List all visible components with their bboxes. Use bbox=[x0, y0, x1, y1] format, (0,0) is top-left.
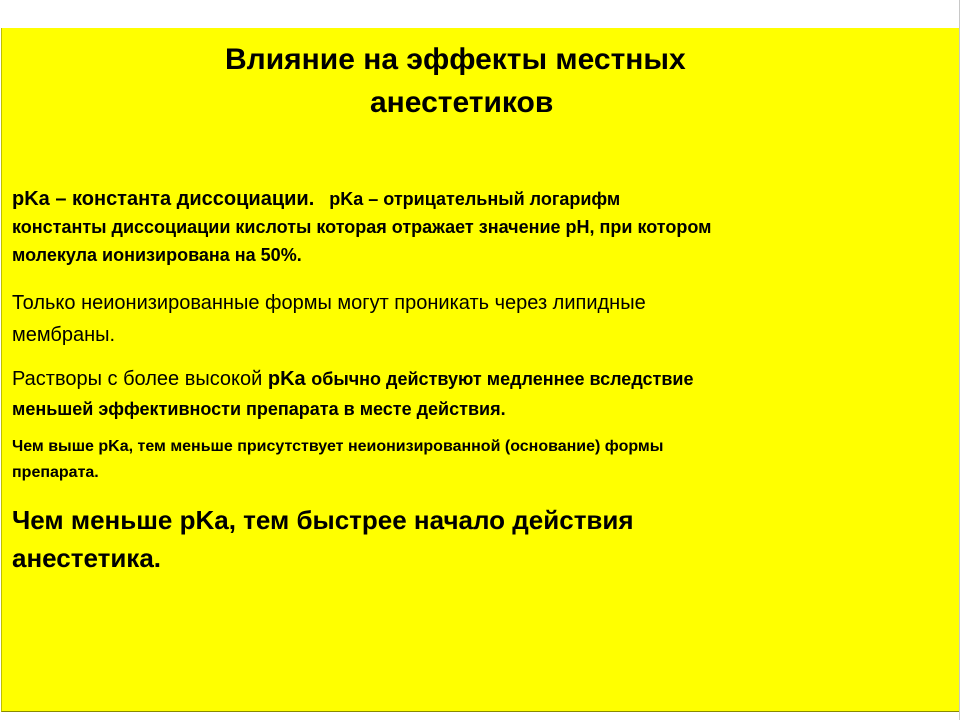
pka-definition-line-2: константы диссоциации кислоты которая отражает значение pH, при котором bbox=[12, 217, 712, 237]
onset-line-2: анестетика. bbox=[12, 543, 162, 573]
membrane-paragraph bbox=[12, 287, 947, 351]
unionized-line-1: Чем выше pKa, тем меньше присутствует неионизированной (основание) формы bbox=[12, 438, 664, 455]
pka-definition-line-1 bbox=[12, 185, 947, 213]
higher-pka-lead: Растворы с более высокой bbox=[12, 368, 263, 390]
onset-line-1: Чем меньше pKa, тем быстрее начало действия bbox=[12, 505, 634, 535]
pka-definition-lead: pKa – константа диссоциации. bbox=[12, 188, 315, 210]
onset-paragraph bbox=[12, 501, 947, 577]
title-line-1: Влияние на эффекты местных bbox=[225, 43, 686, 76]
unionized-line-2: препарата. bbox=[12, 464, 99, 481]
pka-definition-line-3: молекула ионизирована на 50%. bbox=[12, 245, 302, 265]
membrane-line-1: Только неионизированные формы могут проникать через липидные bbox=[12, 292, 646, 314]
higher-pka-line-1 bbox=[12, 364, 947, 394]
higher-pka-paragraph bbox=[12, 364, 947, 424]
higher-pka-term: pKa bbox=[267, 368, 306, 390]
pka-definition-paragraph bbox=[12, 185, 947, 269]
higher-pka-line-2: меньшей эффективности препарата в месте действия. bbox=[12, 399, 506, 419]
pka-definition-rest: pKa – отрицательный логарифм bbox=[329, 189, 621, 209]
unionized-fraction-paragraph bbox=[12, 434, 947, 486]
title-line-2: анестетиков bbox=[370, 86, 554, 119]
higher-pka-rest: обычно действуют медленнее вследствие bbox=[311, 369, 694, 389]
membrane-line-2: мембраны. bbox=[12, 324, 116, 346]
